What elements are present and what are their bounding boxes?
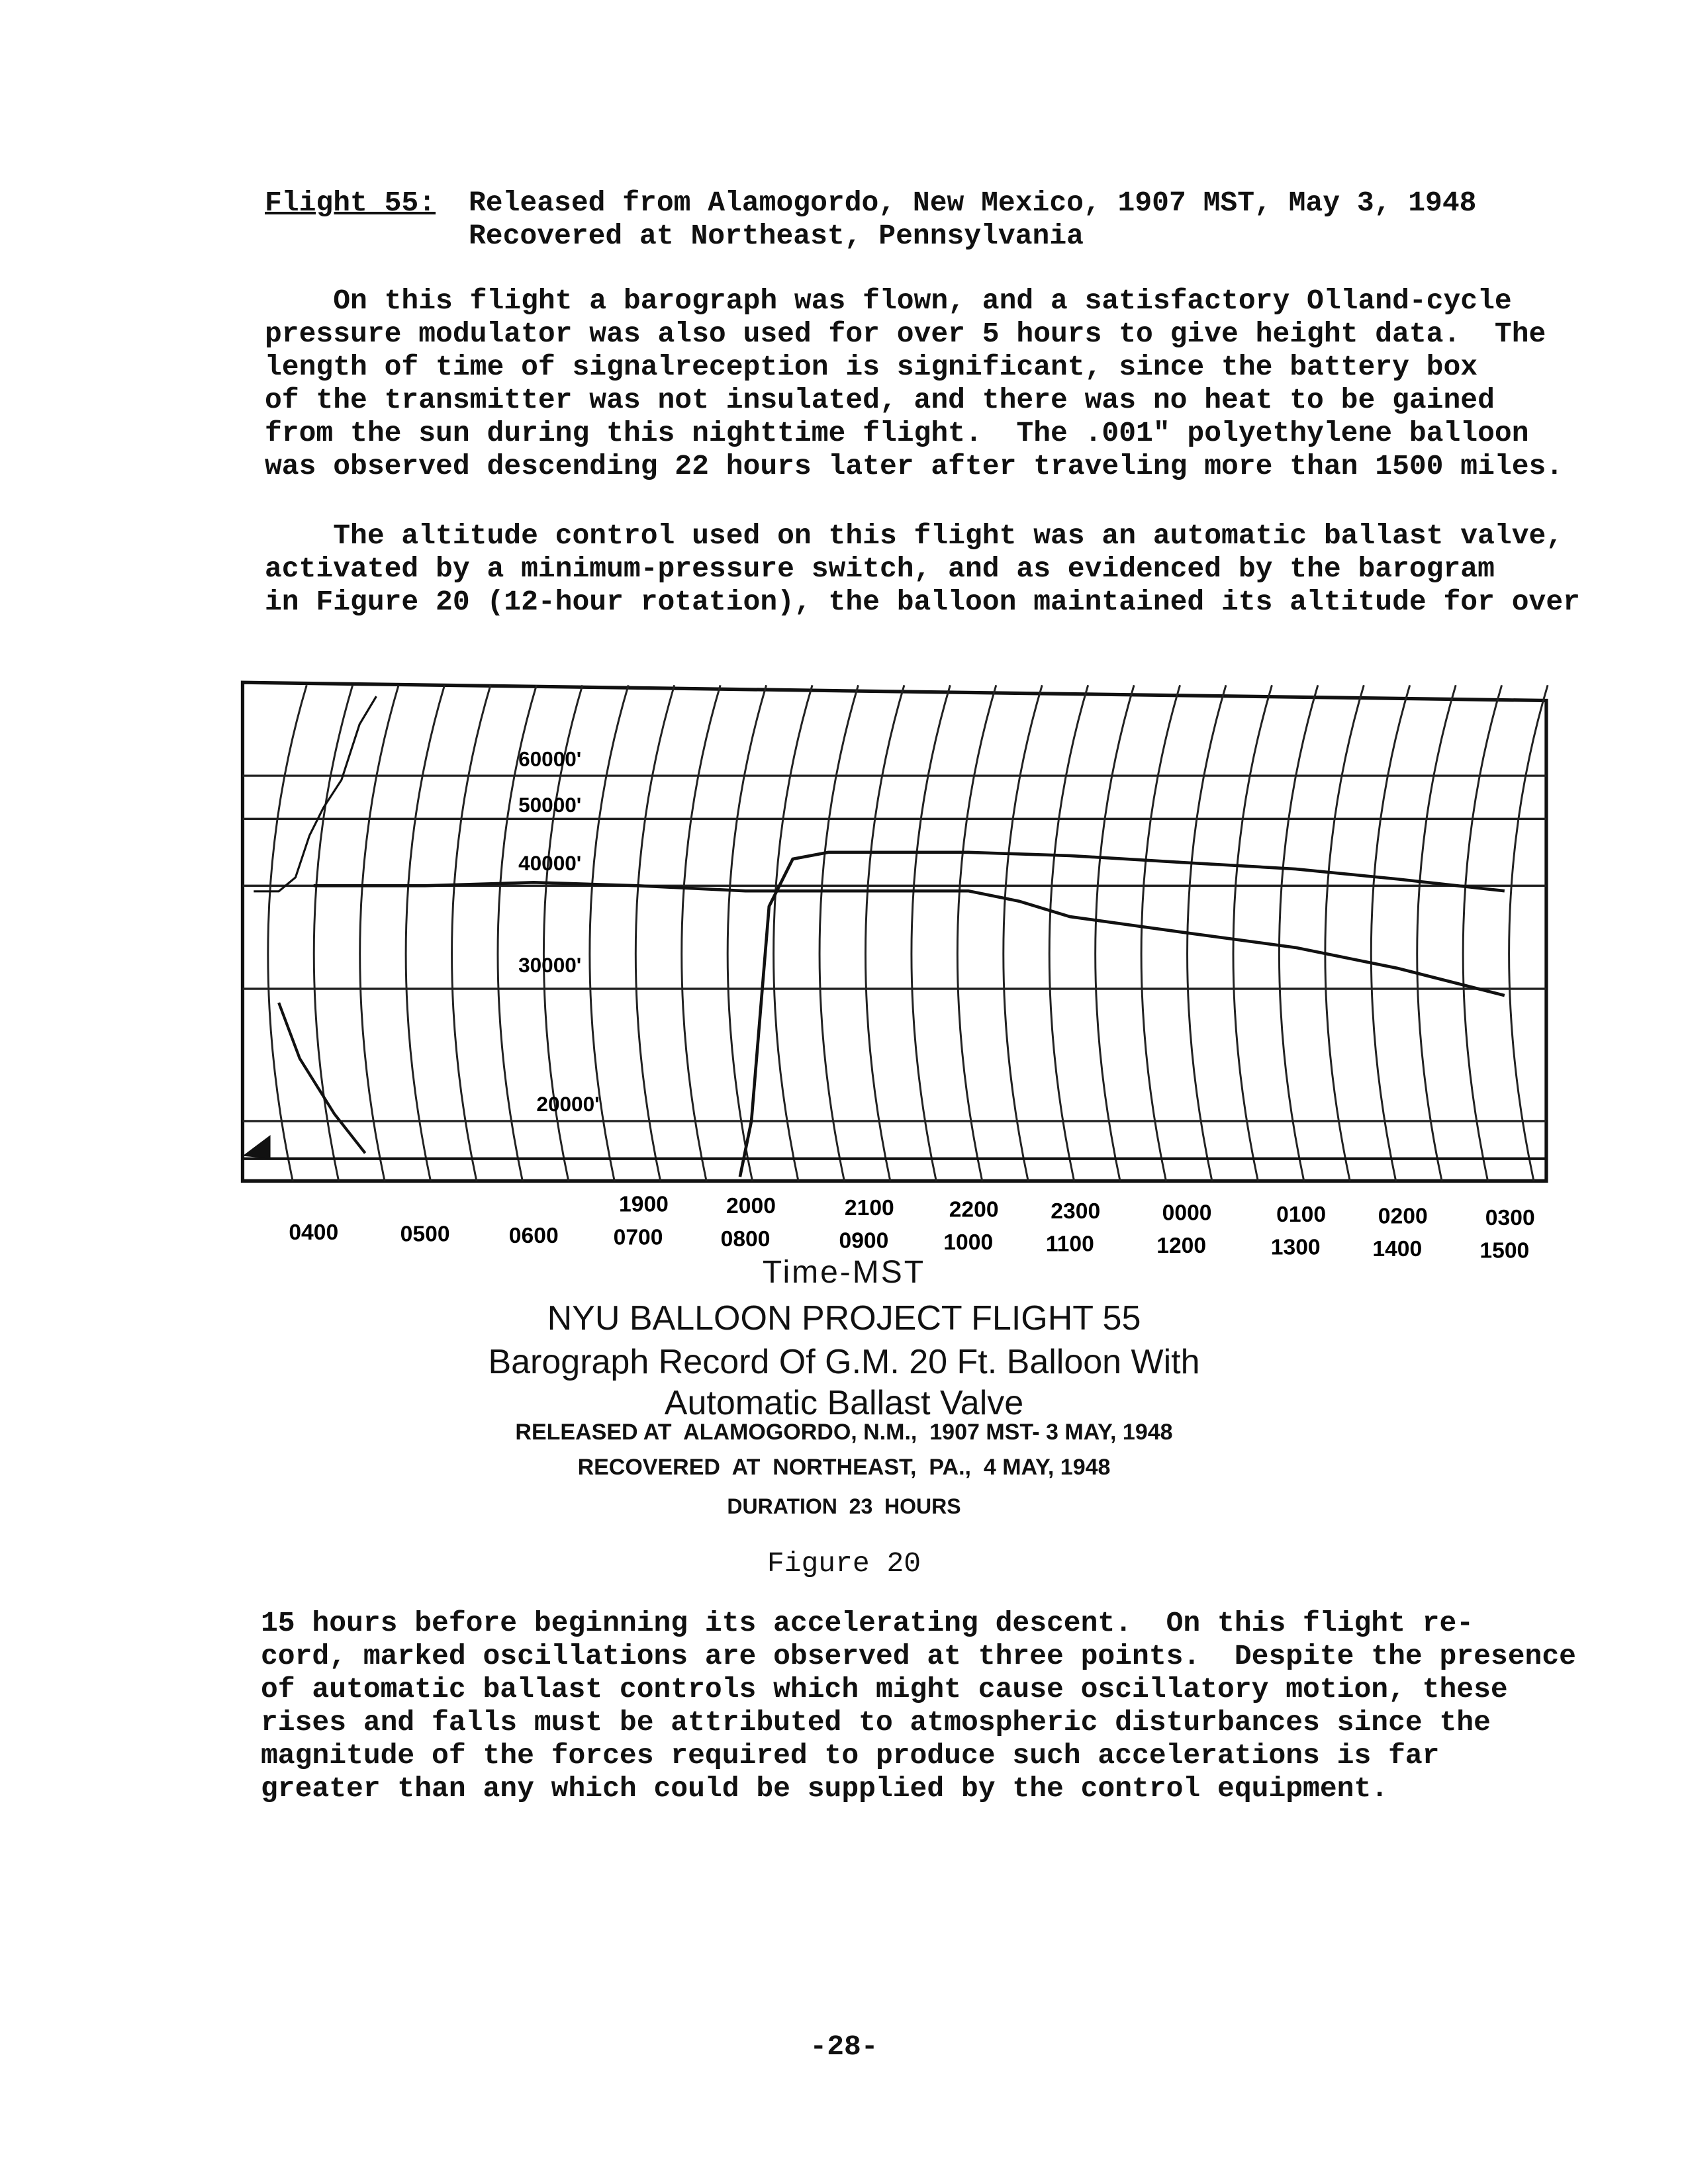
x-tick-lower: 1000: [943, 1230, 994, 1255]
text-line: in Figure 20 (12-hour rotation), the balloon maintained its altitude for over: [265, 586, 1580, 618]
night-altitude-trace: [740, 852, 1505, 1177]
paragraph-1: [265, 285, 1563, 483]
x-tick-upper: 2000: [726, 1194, 776, 1219]
barograph-chart: [223, 668, 1560, 1267]
x-tick-upper: 2200: [949, 1197, 999, 1222]
time-grid-arc: [1049, 685, 1088, 1181]
time-grid-arc: [957, 685, 996, 1181]
altitude-label: 20000': [536, 1092, 600, 1116]
time-grid-arc: [820, 685, 858, 1181]
figure-label: Figure 20: [767, 1547, 921, 1580]
text-line: magnitude of the forces required to produce such accelerations is far: [261, 1739, 1440, 1772]
duration-info: DURATION 23 HOURS: [727, 1494, 961, 1518]
time-grid-arc: [727, 685, 766, 1181]
x-tick-lower: 0700: [613, 1225, 663, 1250]
chart-title: NYU BALLOON PROJECT FLIGHT 55: [547, 1299, 1141, 1338]
flight-label: Flight 55:: [265, 187, 436, 219]
paragraph-2: [265, 520, 1580, 619]
text-line: length of time of signalreception is significant, since the battery box: [265, 351, 1478, 383]
chart-subtitle: Barograph Record Of G.M. 20 Ft. Balloon With: [488, 1343, 1200, 1381]
flight-header: [469, 187, 1476, 253]
page-number: -28-: [810, 2030, 878, 2063]
text-line: The altitude control used on this flight was an automatic ballast valve,: [265, 520, 1564, 552]
time-grid-arc: [635, 685, 674, 1181]
text-line: from the sun during this nighttime flight. The .001" polyethylene balloon: [265, 417, 1529, 449]
x-tick-upper: 2300: [1051, 1199, 1101, 1224]
text-line: 15 hours before beginning its accelerating descent. On this flight re-: [261, 1607, 1474, 1639]
altitude-label: 60000': [518, 747, 582, 771]
text-line: was observed descending 22 hours later after traveling more than 1500 miles.: [265, 450, 1564, 482]
time-grid-arc: [1004, 685, 1042, 1181]
recovery-line: Recovered at Northeast, Pennsylvania: [469, 220, 1084, 252]
time-grid-arc: [865, 685, 904, 1181]
x-tick-lower: 0400: [289, 1220, 339, 1245]
time-grid-arc: [406, 685, 444, 1181]
x-tick-upper: 2100: [844, 1195, 894, 1220]
time-grid-arc: [1325, 685, 1364, 1181]
x-tick-lower: 0600: [508, 1223, 559, 1248]
time-grid-arc: [1279, 685, 1317, 1181]
release-line: Released from Alamogordo, New Mexico, 1907 MST, May 3, 1948: [469, 187, 1477, 219]
time-grid-arc: [1417, 685, 1456, 1181]
text-line: pressure modulator was also used for over 5 hours to give height data. The: [265, 318, 1546, 350]
x-tick-upper: 0300: [1485, 1205, 1535, 1230]
recovery-info: RECOVERED AT NORTHEAST, PA., 4 MAY, 1948: [577, 1455, 1111, 1480]
time-grid-arc: [1141, 685, 1180, 1181]
altitude-label: 30000': [518, 952, 582, 977]
x-tick-lower: 1300: [1270, 1235, 1321, 1260]
chart-subtitle-2: Automatic Ballast Valve: [664, 1384, 1024, 1422]
x-tick-upper: 0100: [1276, 1202, 1327, 1227]
time-grid-arc: [1096, 685, 1134, 1181]
x-tick-lower: 1400: [1372, 1237, 1423, 1262]
text-line: activated by a minimum-pressure switch, and as evidenced by the barogram: [265, 553, 1495, 585]
x-tick-upper: 0000: [1162, 1201, 1212, 1226]
chart-frame: [242, 682, 1546, 1181]
altitude-label: 50000': [518, 792, 582, 817]
x-tick-lower: 0500: [400, 1222, 450, 1247]
time-grid-arc: [912, 685, 950, 1181]
x-tick-lower: 1200: [1156, 1234, 1207, 1259]
time-grid-arc: [682, 685, 720, 1181]
time-grid-arc: [314, 685, 352, 1181]
x-tick-lower: 1500: [1479, 1238, 1530, 1263]
x-tick-upper: 1900: [619, 1192, 669, 1217]
time-grid-arc: [1233, 685, 1272, 1181]
time-grid-arc: [1509, 685, 1548, 1181]
text-line: On this flight a barograph was flown, and a satisfactory Olland-cycle: [265, 285, 1512, 317]
time-grid-arc: [1463, 685, 1501, 1181]
text-line: cord, marked oscillations are observed at three points. Despite the presence: [261, 1640, 1576, 1672]
release-info: RELEASED AT ALAMOGORDO, N.M., 1907 MST- 3 MAY, 1948: [515, 1420, 1173, 1445]
start-mark: [242, 1135, 270, 1159]
time-grid-arc: [452, 685, 491, 1181]
time-grid-arc: [1371, 685, 1409, 1181]
altitude-label: 40000': [518, 851, 582, 876]
x-tick-lower: 1100: [1045, 1232, 1094, 1257]
text-line: of automatic ballast controls which might cause oscillatory motion, these: [261, 1673, 1508, 1706]
x-axis-label: Time-MST: [762, 1255, 926, 1290]
time-grid-arc: [268, 685, 306, 1181]
text-line: of the transmitter was not insulated, and there was no heat to be gained: [265, 384, 1495, 416]
x-tick-upper: 0200: [1378, 1204, 1428, 1229]
time-grid-arc: [360, 685, 399, 1181]
x-tick-lower: 0800: [720, 1226, 771, 1251]
paragraph-3: [261, 1607, 1576, 1805]
time-grid-arc: [774, 685, 812, 1181]
x-tick-lower: 0900: [839, 1228, 889, 1253]
text-line: rises and falls must be attributed to atmospheric disturbances since the: [261, 1706, 1491, 1739]
text-line: greater than any which could be supplied by the control equipment.: [261, 1772, 1389, 1805]
